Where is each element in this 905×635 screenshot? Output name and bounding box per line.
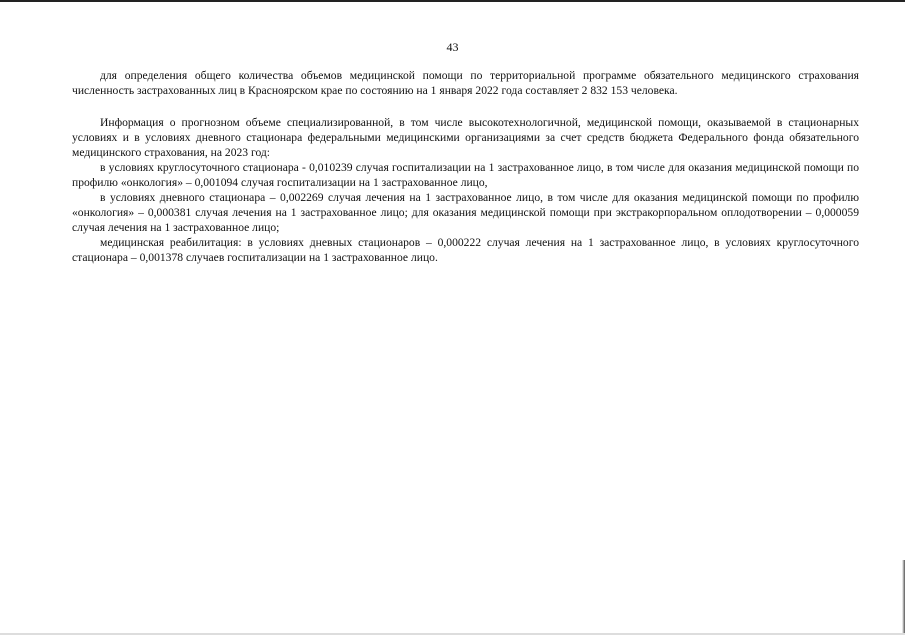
paragraph-insured-population: для определения общего количества объемов медицинской помощи по территориальной программе обязательного медицинского страхования численность застрахованных лиц в Красноярском крае по состоянию на 1 января 2022 года составляет 2 832 153 человека. xyxy=(72,69,859,97)
paragraph-forecast-intro: Информация о прогнозном объеме специализированной, в том числе высокотехнологичной, медицинской помощи, оказываемой в стационарных условиях и в условиях дневного стационара федеральными медицинскими организациями за счет средств бюджета Федерального фонда обязательного медицинского страхования, на 2023 год: xyxy=(72,116,859,159)
document-body xyxy=(72,68,859,265)
paragraph-day-hospital: в условиях дневного стационара – 0,002269 случая лечения на 1 застрахованное лицо, в том числе для оказания медицинской помощи по профилю «онкология» – 0,000381 случая лечения на 1 застрахованное лицо; для оказания медицинской помощи при экстракорпоральном оплодотворении – 0,000059 случая лечения на 1 застрахованное лицо; xyxy=(72,191,859,234)
paragraph-round-the-clock-hospital: в условиях круглосуточного стационара - 0,010239 случая госпитализации на 1 застрахованное лицо, в том числе для оказания медицинской помощи по профилю «онкология» – 0,001094 случая госпитализации на 1 застрахованное лицо, xyxy=(72,161,859,189)
page-top-border xyxy=(0,0,905,2)
paragraph-medical-rehabilitation: медицинская реабилитация: в условиях дневных стационаров – 0,000222 случая лечения на 1 застрахованное лицо, в условиях круглосуточного стационара – 0,001378 случаев госпитализации на 1 застрахованное лицо. xyxy=(72,236,859,264)
page-number: 43 xyxy=(446,40,459,54)
